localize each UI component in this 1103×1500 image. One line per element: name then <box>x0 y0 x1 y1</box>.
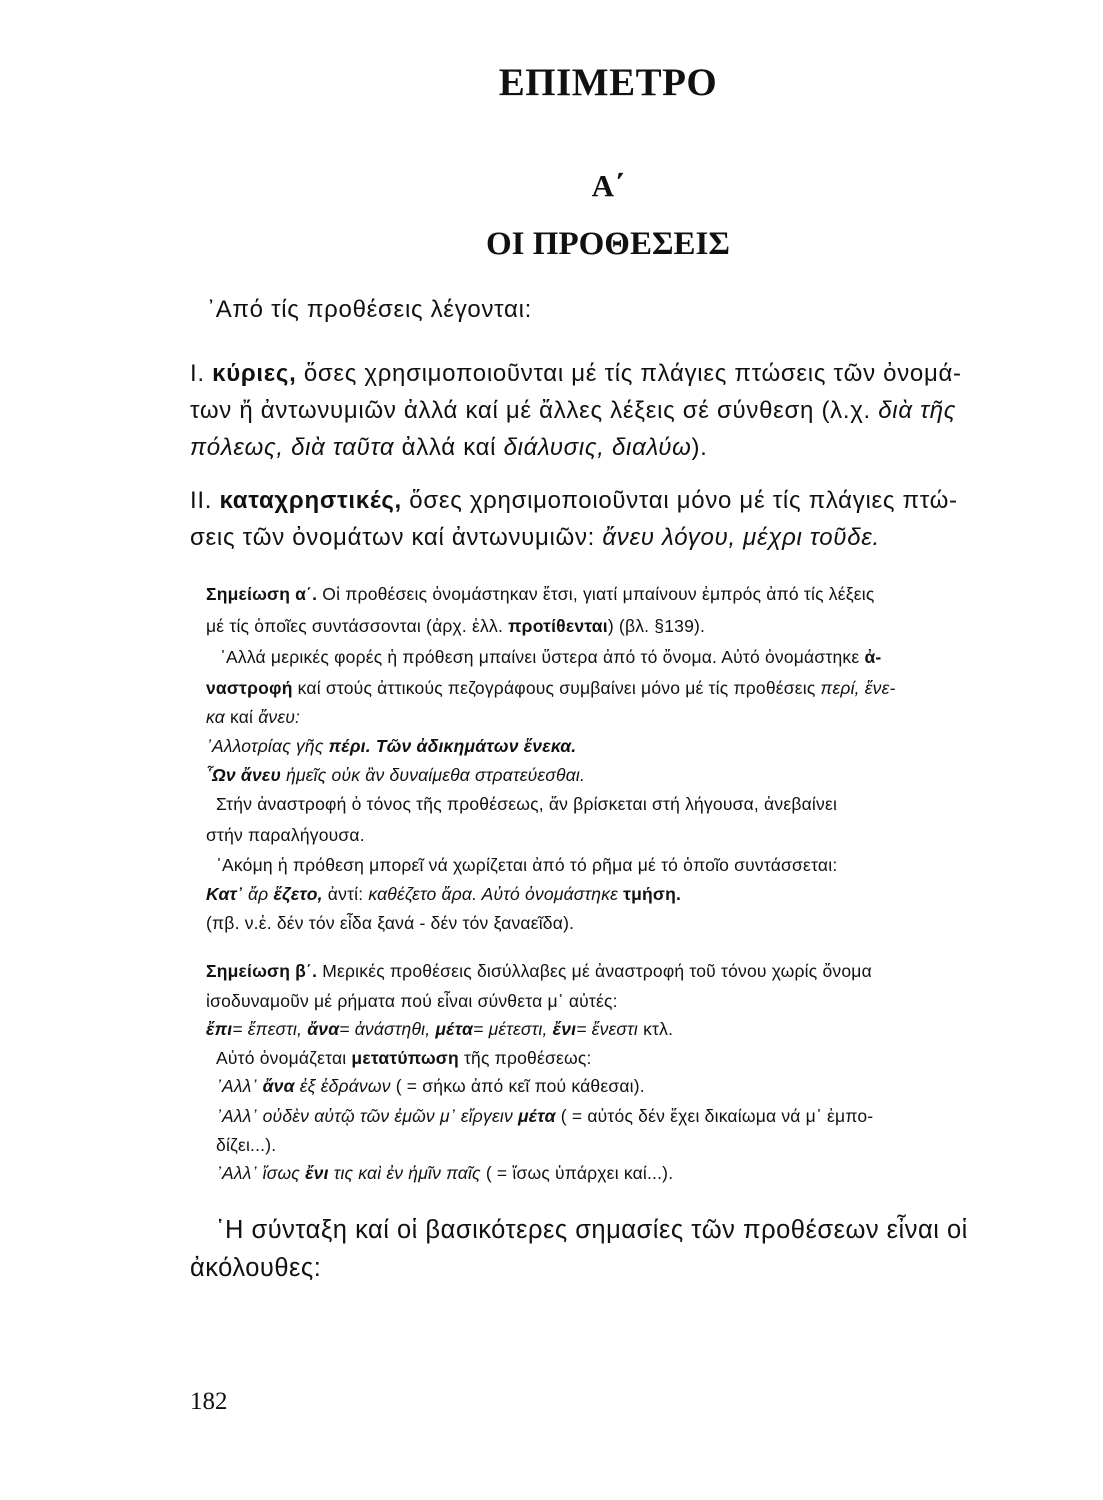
note-a-line3 <box>220 647 881 668</box>
note-a-line9-c: ἕζετο, <box>273 884 323 904</box>
note-a-example2 <box>206 765 585 786</box>
section-title: ΟΙ ΠΡΟΘΕΣΕΙΣ <box>486 226 730 262</box>
note-a-example1-b: πέρι. <box>328 736 371 756</box>
section-letter: Α΄ <box>591 168 625 203</box>
note-a-line10: (πβ. ν.ἑ. δέν τόν εἶδα ξανά - δέν τόν ξαναεῖδα). <box>206 913 575 933</box>
note-b-line3-g: ἔνι <box>552 1019 577 1039</box>
note-a-line2 <box>206 616 705 637</box>
page-number: 182 <box>190 1388 228 1415</box>
note-b-line6 <box>216 1106 873 1127</box>
note-b-line2: ἰσοδυναμοῦν μέ ρήματα πού εἶναι σύνθετα μ᾿ αὐτές: <box>206 991 618 1011</box>
item1-line3-text: ἀλλά καί <box>401 434 497 461</box>
item1-term: κύριες, <box>212 360 297 387</box>
note-a-line9-d: ἀντί: <box>327 884 364 904</box>
note-b-line5-b: ἄνα <box>262 1076 295 1096</box>
note-a-line7: στήν παραλήγουσα. <box>206 825 365 845</box>
note-a-example2-c: ἡμεῖς οὐκ ἂν δυναίμεθα στρατεύεσθαι. <box>286 765 586 785</box>
note-b-line8-b: ἔνι <box>305 1163 329 1183</box>
note-a-label: Σημείωση α΄. <box>206 584 318 604</box>
note-b-line3-a: ἔπι <box>206 1019 233 1039</box>
intro-line: ᾿Από τίς προθέσεις λέγονται: <box>207 296 532 323</box>
note-b-line1 <box>206 961 872 982</box>
note-b-line8-d: ( = ἴσως ὑπάρχει καί...). <box>485 1163 674 1183</box>
note-b-label: Σημείωση β΄. <box>206 961 318 981</box>
note-a-line9-e: καθέζετο ἄρα. Αὐτό ὀνομάστηκε <box>368 884 619 904</box>
item1-line1-text: ὅσες χρησιμοποιοῦνται μέ τίς πλάγιες πτώσεις τῶν ὀνομά- <box>303 360 962 387</box>
note-a-line3-text: ᾿Αλλά μερικές φορές ἡ πρόθεση μπαίνει ὕστερα ἀπό τό ὄνομα. Αὐτό ὀνομάστηκε <box>220 647 860 667</box>
note-b-line3-i: κτλ. <box>643 1019 674 1039</box>
note-b-line3-f: = μέτεστι, <box>473 1019 548 1039</box>
note-a-line9 <box>206 884 681 905</box>
item2-line2-text: σεις τῶν ὀνομάτων καί ἀντωνυμιῶν: <box>190 524 596 551</box>
note-a-line1-text: Οἱ προθέσεις ὀνομάστηκαν ἔτσι, γιατί μπαίνουν ἐμπρός ἀπό τίς λέξεις <box>322 584 875 604</box>
note-a-line6: Στήν ἀναστροφή ὁ τόνος τῆς προθέσεως, ἄν βρίσκεται στή λήγουσα, ἀνεβαίνει <box>216 794 838 814</box>
item1-line2-example: διὰ τῆς <box>878 397 957 424</box>
note-b-line3-h: = ἔνεστι <box>576 1019 639 1039</box>
note-b-line4-c: τῆς προθέσεως: <box>463 1048 592 1068</box>
note-b-line4-a: Αὐτό ὀνομάζεται <box>216 1048 347 1068</box>
note-a-line2-text: μέ τίς ὁποῖες συντάσσονται (ἀρχ. ἑλλ. <box>206 616 504 636</box>
note-a-line4 <box>206 678 896 699</box>
item1-number: I. <box>190 360 205 387</box>
note-b-line6-a: ᾿Αλλ᾿ οὐδὲν αὐτῷ τῶν ἐμῶν μ᾿ εἴργειν <box>216 1106 513 1126</box>
note-b-line6-c: ( = αὐτός δέν ἔχει δικαίωμα νά μ᾿ ἐμπο- <box>560 1106 874 1126</box>
note-a-line4-example: περί, ἕνε- <box>820 678 896 698</box>
item1-example1: πόλεως, διὰ ταῦτα <box>190 434 395 461</box>
note-b-line4 <box>216 1048 592 1069</box>
item1-line2 <box>190 397 956 425</box>
note-a-line4-term: ναστροφή <box>206 678 293 698</box>
item2-term: καταχρηστικές, <box>219 487 402 514</box>
note-a-line2-end: ) (βλ. §139). <box>607 616 706 636</box>
item2-line1 <box>190 487 958 515</box>
note-a-line1 <box>206 584 874 605</box>
note-b-line5 <box>216 1076 645 1097</box>
note-b-line3 <box>206 1019 673 1040</box>
note-b-line1-text: Μερικές προθέσεις δισύλλαβες μέ ἀναστροφή τοῦ τόνου χωρίς ὄνομα <box>322 961 872 981</box>
note-a-example1-a: ᾿Αλλοτρίας γῆς <box>206 736 324 756</box>
note-b-line5-d: ( = σήκω ἀπό κεῖ πού κάθεσαι). <box>395 1076 645 1096</box>
note-b-line5-c: ἐξ ἑδράνων <box>299 1076 391 1096</box>
item1-line1 <box>190 360 962 388</box>
note-a-line5-example2: ἄνευ: <box>258 707 301 727</box>
note-b-line8-a: ᾿Αλλ᾿ ἴσως <box>216 1163 300 1183</box>
item2-line1-text: ὅσες χρησιμοποιοῦνται μόνο μέ τίς πλάγιες πτώ- <box>409 487 958 514</box>
closing-line1: ῾Η σύνταξη καί οἱ βασικότερες σημασίες τῶν προθέσεων εἶναι οἱ <box>216 1216 968 1244</box>
note-b-line3-b: = ἔπεστι, <box>232 1019 303 1039</box>
note-a-line5-text: καί <box>229 707 254 727</box>
note-a-line8: ᾿Ακόμη ἡ πρόθεση μπορεῖ νά χωρίζεται ἀπό τό ρῆμα μέ τό ὁποῖο συντάσσεται: <box>216 855 838 875</box>
item1-example2: διάλυσις, διαλύω <box>503 434 692 461</box>
item1-line3-end: ). <box>691 434 708 461</box>
item2-example: ἄνευ λόγου, μέχρι τοῦδε. <box>602 524 880 551</box>
note-a-line9-a: Κατ᾿ <box>206 884 243 904</box>
note-a-example1-d: ἕνεκα. <box>523 736 577 756</box>
note-a-example1-c: Τῶν ἀδικημάτων <box>375 736 519 756</box>
note-b-line4-b: μετατύπωση <box>351 1048 459 1068</box>
note-b-line7: δίζει...). <box>216 1135 277 1155</box>
note-b-line8 <box>216 1163 673 1184</box>
note-a-line3-term: ἀ- <box>864 647 882 667</box>
note-a-example1 <box>206 736 576 757</box>
note-a-example2-b: ἄνευ <box>240 765 281 785</box>
note-b-line6-b: μέτα <box>517 1106 556 1126</box>
note-a-line5 <box>206 707 300 728</box>
note-a-example2-a: ῟Ων <box>206 765 236 785</box>
note-a-term: προτίθενται <box>508 616 608 636</box>
note-a-line5-example1: κα <box>206 707 225 727</box>
note-b-line3-d: = ἀνάστηθι, <box>339 1019 431 1039</box>
page-title: ΕΠΙΜΕΤΡΟ <box>498 61 718 104</box>
note-b-line5-a: ᾿Αλλ᾿ <box>216 1076 258 1096</box>
item1-line2-text: των ἤ ἀντωνυμιῶν ἀλλά καί μέ ἄλλες λέξεις σέ σύνθεση (λ.χ. <box>190 397 871 424</box>
note-b-line3-c: ἄνα <box>307 1019 340 1039</box>
item2-number: II. <box>190 487 213 514</box>
note-a-line9-f: τμήση. <box>623 884 682 904</box>
note-a-line4-text: καί στούς ἀττικούς πεζογράφους συμβαίνει μόνο μέ τίς προθέσεις <box>297 678 816 698</box>
item1-line3 <box>190 434 708 462</box>
note-b-line3-e: μέτα <box>435 1019 474 1039</box>
item2-line2 <box>190 524 880 552</box>
closing-line2: ἀκόλουθες: <box>190 1254 322 1282</box>
note-b-line8-c: τις καὶ ἐν ἡμῖν παῖς <box>333 1163 481 1183</box>
note-a-line9-b: ἄρ <box>248 884 269 904</box>
